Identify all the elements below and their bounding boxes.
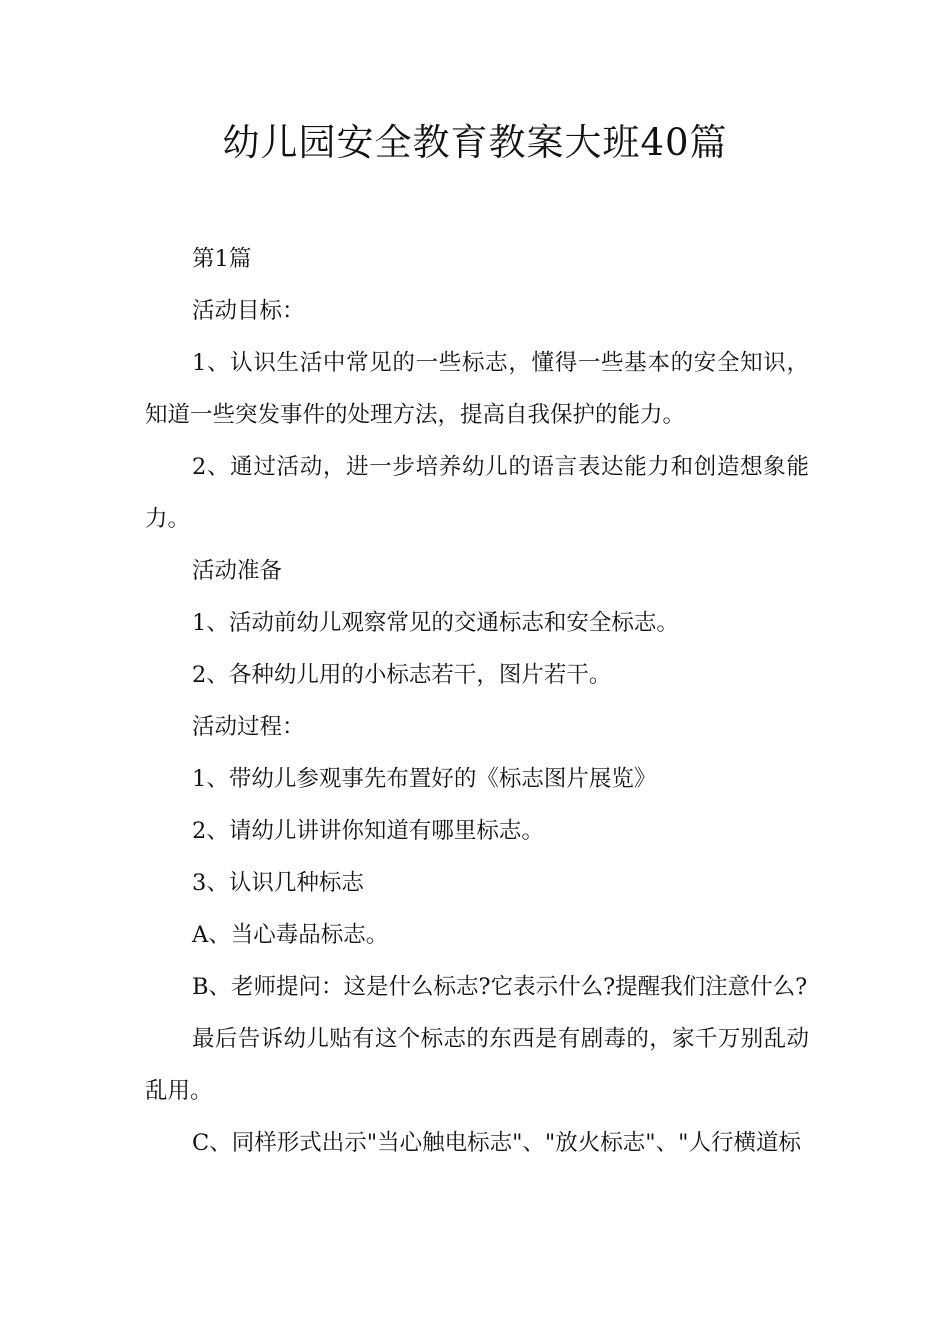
paragraph-item-c: C、同样形式出示"当心触电标志"、"放火标志"、"人行横道标 xyxy=(192,1130,801,1156)
paragraph-goal-1: 1、认识生活中常见的一些标志，懂得一些基本的安全知识，知道一些突发事件的处理方法，提高自我保护的能力。 xyxy=(145,350,809,428)
paragraph-item-a: A、当心毒品标志。 xyxy=(192,922,389,948)
paragraph-preparation-heading: 活动准备 xyxy=(192,558,283,584)
paragraph-item-b: B、老师提问：这是什么标志?它表示什么?提醒我们注意什么? xyxy=(192,974,808,1000)
paragraph-process-heading: 活动过程： xyxy=(192,714,305,740)
document-title: 幼儿园安全教育教案大班40篇 xyxy=(222,121,728,164)
paragraph-preparation-2: 2、各种幼儿用的小标志若干，图片若干。 xyxy=(192,662,612,688)
paragraph-conclusion: 最后告诉幼儿贴有这个标志的东西是有剧毒的，家千万别乱动乱用。 xyxy=(145,1026,809,1104)
paragraph-process-3: 3、认识几种标志 xyxy=(192,870,364,896)
paragraph-goal-2: 2、通过活动，进一步培养幼儿的语言表达能力和创造想象能力。 xyxy=(145,454,809,532)
document-body xyxy=(145,233,809,1169)
paragraph-process-1: 1、带幼儿参观事先布置好的《标志图片展览》 xyxy=(192,766,657,792)
paragraph-preparation-1: 1、活动前幼儿观察常见的交通标志和安全标志。 xyxy=(192,610,679,636)
paragraph-activity-goals-heading: 活动目标： xyxy=(192,298,305,324)
paragraph-section-heading: 第1篇 xyxy=(192,246,252,272)
paragraph-process-2: 2、请幼儿讲讲你知道有哪里标志。 xyxy=(192,818,544,844)
